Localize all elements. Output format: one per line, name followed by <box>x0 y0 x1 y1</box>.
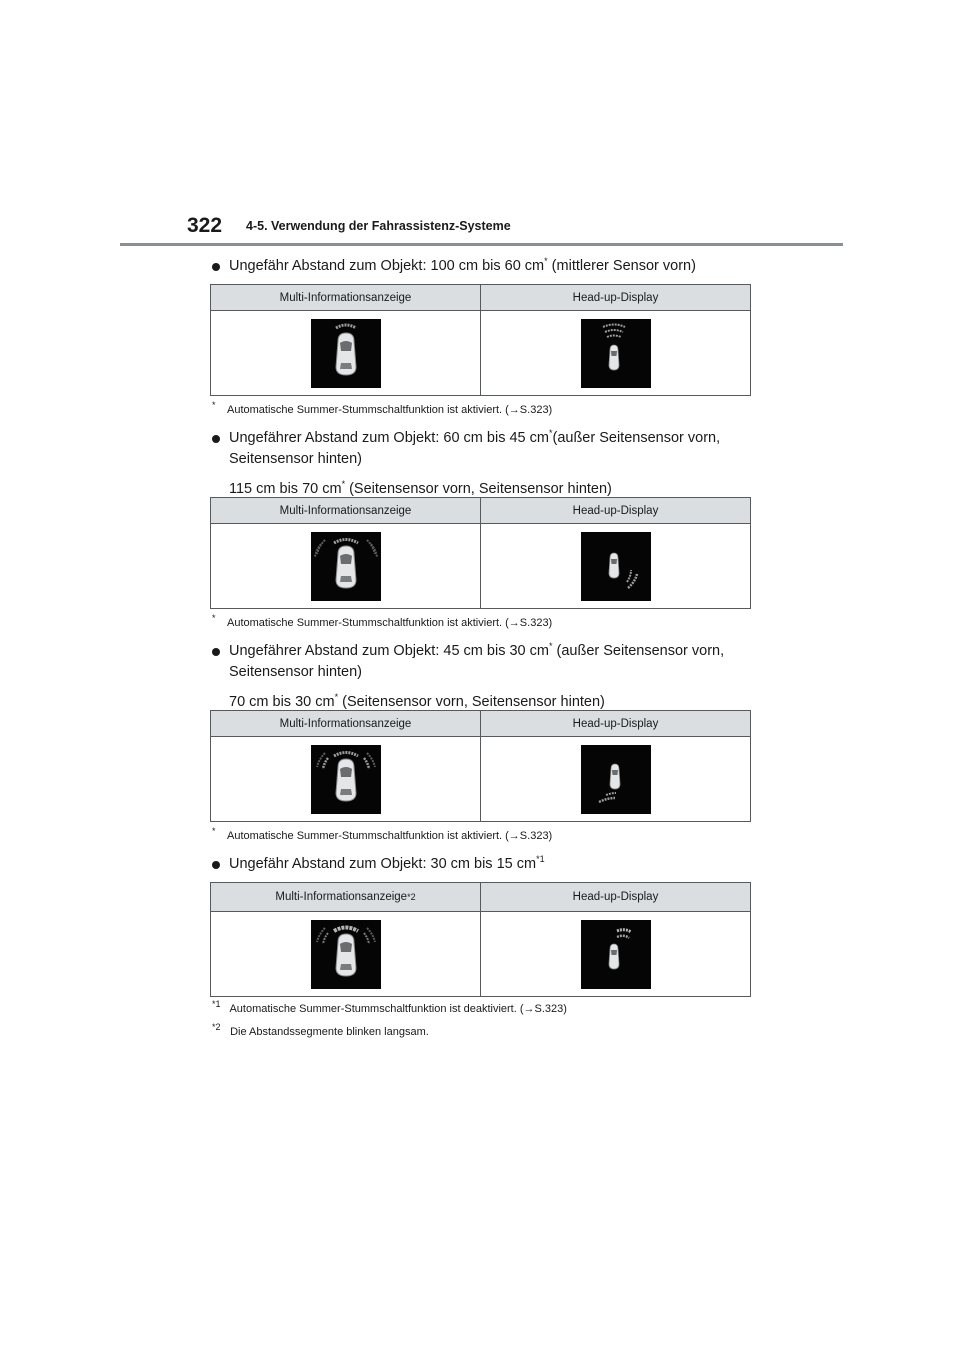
car-icon <box>609 345 619 370</box>
bullet-distance-3 <box>212 641 772 713</box>
bullet-dot-icon <box>212 435 220 443</box>
display-table-4 <box>210 882 751 997</box>
table-body-row <box>211 311 750 395</box>
bullet-line: 70 cm bis 30 cm* (Seitensensor vorn, Seitensensor hinten) <box>229 692 605 710</box>
bullet-dot-icon <box>212 263 220 271</box>
bullet-line: 115 cm bis 70 cm* (Seitensensor vorn, Seitensensor hinten) <box>229 479 612 497</box>
table-header-row <box>211 285 750 311</box>
display-table-3 <box>210 710 751 822</box>
display-table-2 <box>210 497 751 609</box>
bullet-distance-4 <box>212 854 772 875</box>
section-title: 4-5. Verwendung der Fahrassistenz-Systeme <box>246 219 511 233</box>
bullet-line: Ungefährer Abstand zum Objekt: 60 cm bis 45 cm*(außer Seitensensor vorn, <box>229 428 721 446</box>
table-header-row <box>211 711 750 737</box>
display-table-1 <box>210 284 751 396</box>
bullet-line: Seitensensor hinten) <box>229 451 362 467</box>
car-icon <box>610 764 620 789</box>
car-icon <box>336 934 356 976</box>
hud-display-image <box>581 532 651 601</box>
column-header-hud: Head-up-Display <box>572 891 659 903</box>
bullet-distance-2 <box>212 428 772 500</box>
bullet-line: Ungefährer Abstand zum Objekt: 45 cm bis 30 cm* (außer Seitensensor vorn, <box>229 641 725 659</box>
bullet-line: Ungefähr Abstand zum Objekt: 30 cm bis 15 $cm^{*1}$ <box>229 854 545 872</box>
page-number: 322 <box>187 214 223 237</box>
hud-display-image <box>581 920 651 989</box>
bullet-dot-icon <box>212 648 220 656</box>
car-icon <box>336 759 356 801</box>
bullet-distance-1 <box>212 256 772 277</box>
footnote: * Automatische Summer-Stummschaltfunktion ist aktiviert. (→S.323) <box>212 400 553 416</box>
table-body-row <box>211 912 750 996</box>
mid-display-image <box>311 319 381 388</box>
mid-display-image <box>311 532 381 601</box>
table-header-row <box>211 498 750 524</box>
column-header-mid: Multi-Informationsanzeige *2 <box>211 883 481 911</box>
column-header-mid: Multi-Informationsanzeige <box>211 711 481 736</box>
car-icon <box>336 546 356 588</box>
bullet-line: Seitensensor hinten) <box>229 664 362 680</box>
column-header-hud: Head-up-Display <box>572 717 659 730</box>
car-icon <box>336 333 356 375</box>
header-divider <box>120 243 843 246</box>
footnote: * Automatische Summer-Stummschaltfunktion ist aktiviert. (→S.323) <box>212 613 553 629</box>
column-header-mid: Multi-Informationsanzeige <box>211 285 481 310</box>
column-header-mid: Multi-Informationsanzeige <box>211 498 481 523</box>
table-body-row <box>211 737 750 821</box>
column-header-hud: Head-up-Display <box>572 291 659 304</box>
column-header-hud: Head-up-Display <box>572 504 659 517</box>
bullet-dot-icon <box>212 861 220 869</box>
hud-display-image <box>581 745 651 814</box>
bullet-line: Ungefähr Abstand zum Objekt: 100 cm bis 60 cm* (mittlerer Sensor vorn) <box>229 256 696 274</box>
footnote: $^{*2}$ Die Abstandssegmente blinken langsam. <box>212 1022 429 1038</box>
hud-display-image <box>581 319 651 388</box>
mid-display-image <box>311 920 381 989</box>
footnote: $^{*1}$ Automatische Summer-Stummschaltfunktion ist deaktiviert. (→S.323) <box>212 999 567 1015</box>
table-body-row <box>211 524 750 608</box>
footnote: * Automatische Summer-Stummschaltfunktion ist aktiviert. (→S.323) <box>212 826 553 842</box>
mid-display-image <box>311 745 381 814</box>
car-icon <box>609 553 619 578</box>
car-icon <box>609 944 619 969</box>
table-header-row <box>211 883 750 912</box>
